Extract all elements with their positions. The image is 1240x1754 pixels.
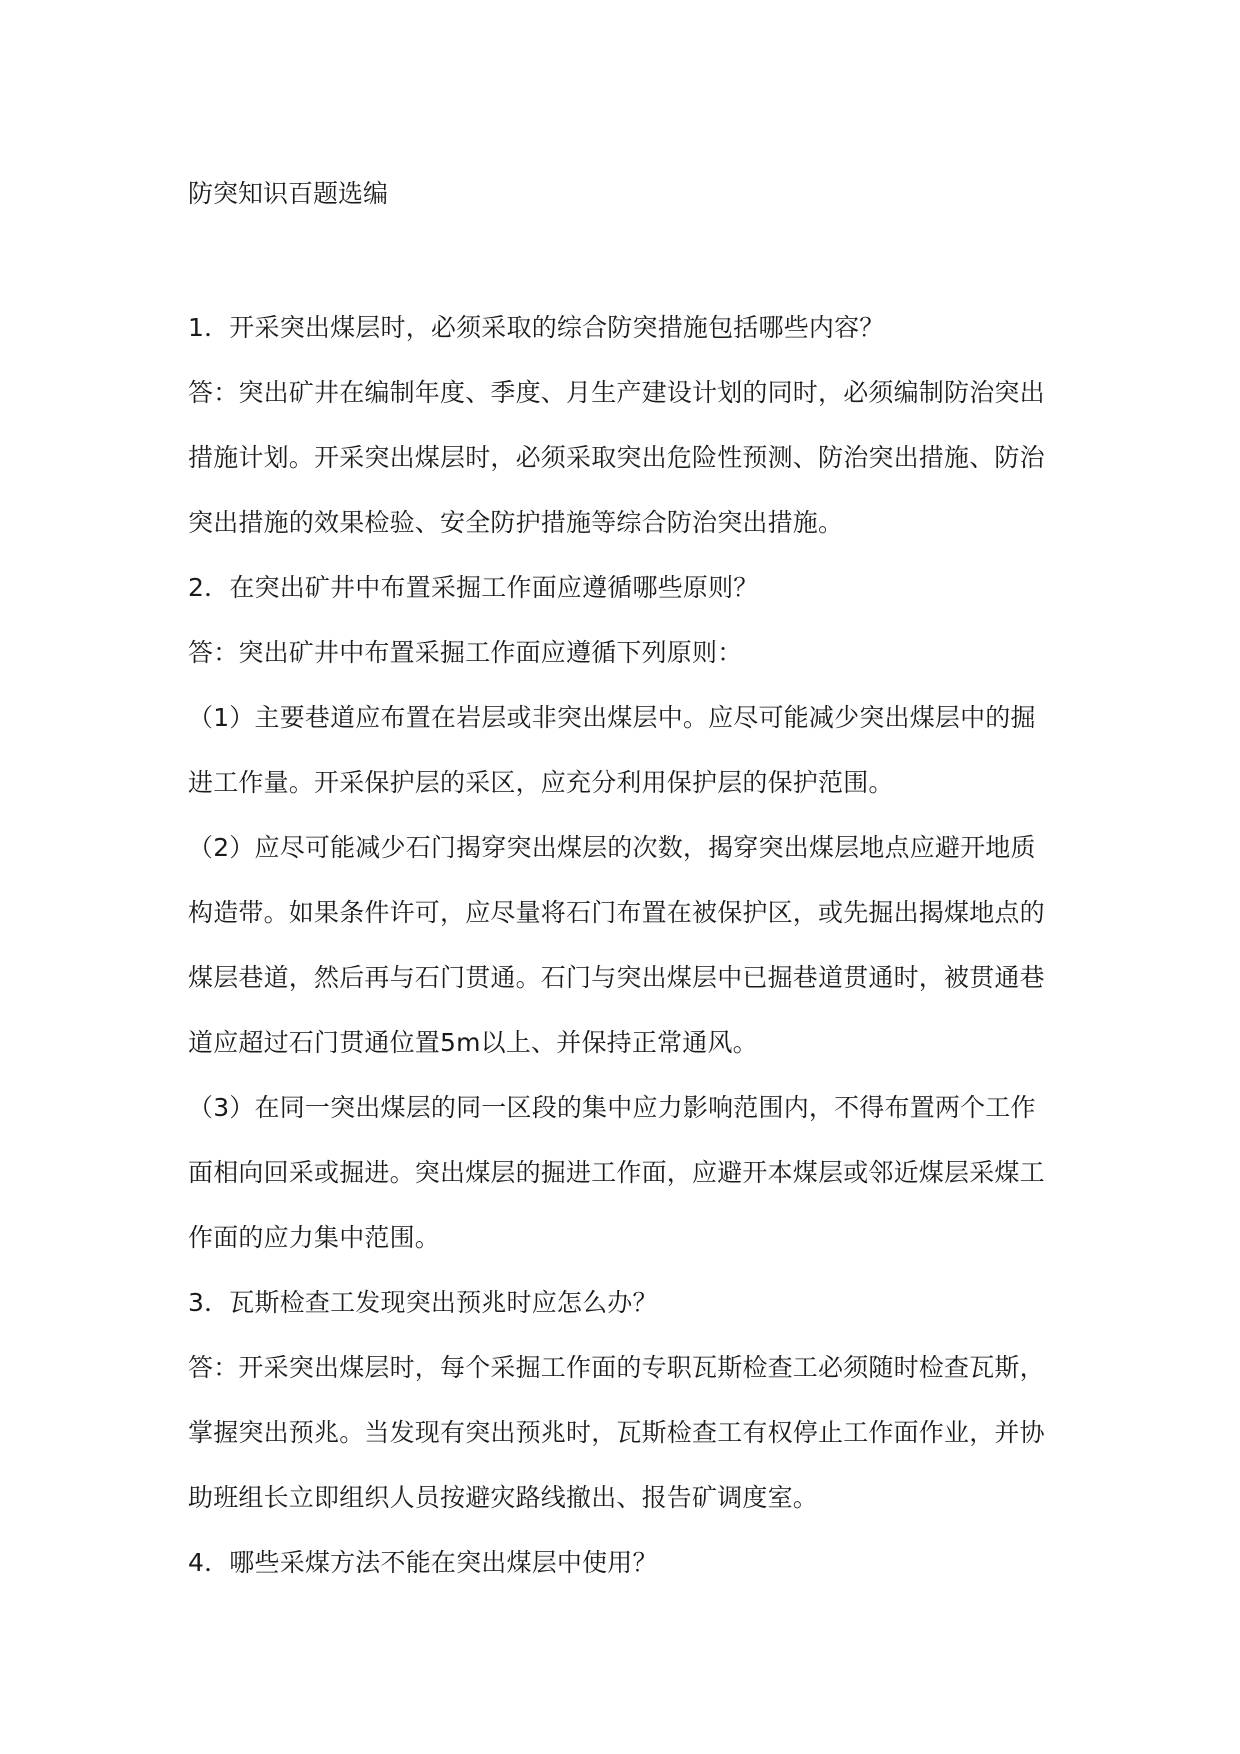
document-title: 防突知识百题选编 [188, 179, 389, 208]
text-line: 2．在突出矿井中布置采掘工作面应遵循哪些原则？ [188, 573, 759, 602]
text-line: 答：开采突出煤层时，每个采掘工作面的专职瓦斯检查工必须随时检查瓦斯， [188, 1353, 1045, 1382]
text-line: 构造带。如果条件许可，应尽量将石门布置在被保护区，或先掘出揭煤地点的 [188, 898, 1045, 927]
text-line: 突出措施的效果检验、安全防护措施等综合防治突出措施。 [188, 508, 844, 537]
document-body [188, 310, 1056, 1610]
text-line: 答：突出矿井在编制年度、季度、月生产建设计划的同时，必须编制防治突出 [188, 378, 1045, 407]
text-line: 道应超过石门贯通位置5m以上、并保持正常通风。 [188, 1028, 758, 1057]
text-line: 助班组长立即组织人员按避灾路线撤出、报告矿调度室。 [188, 1483, 819, 1512]
text-line: （2）应尽可能减少石门揭穿突出煤层的次数，揭穿突出煤层地点应避开地质 [188, 833, 1036, 862]
text-line: 面相向回采或掘进。突出煤层的掘进工作面，应避开本煤层或邻近煤层采煤工 [188, 1158, 1045, 1187]
text-line: 进工作量。开采保护层的采区，应充分利用保护层的保护范围。 [188, 768, 894, 797]
text-line: 答：突出矿井中布置采掘工作面应遵循下列原则： [188, 638, 743, 667]
text-line: 措施计划。开采突出煤层时，必须采取突出危险性预测、防治突出措施、防治 [188, 443, 1045, 472]
text-line: 4．哪些采煤方法不能在突出煤层中使用？ [188, 1548, 658, 1577]
text-line: 3．瓦斯检查工发现突出预兆时应怎么办？ [188, 1288, 658, 1317]
text-line: 掌握突出预兆。当发现有突出预兆时，瓦斯检查工有权停止工作面作业，并协 [188, 1418, 1045, 1447]
text-line: （1）主要巷道应布置在岩层或非突出煤层中。应尽可能减少突出煤层中的掘 [188, 703, 1036, 732]
text-line: （3）在同一突出煤层的同一区段的集中应力影响范围内，不得布置两个工作 [188, 1093, 1036, 1122]
text-line: 煤层巷道，然后再与石门贯通。石门与突出煤层中已掘巷道贯通时，被贯通巷 [188, 963, 1045, 992]
text-line: 1．开采突出煤层时，必须采取的综合防突措施包括哪些内容？ [188, 313, 885, 342]
text-line: 作面的应力集中范围。 [188, 1223, 441, 1252]
